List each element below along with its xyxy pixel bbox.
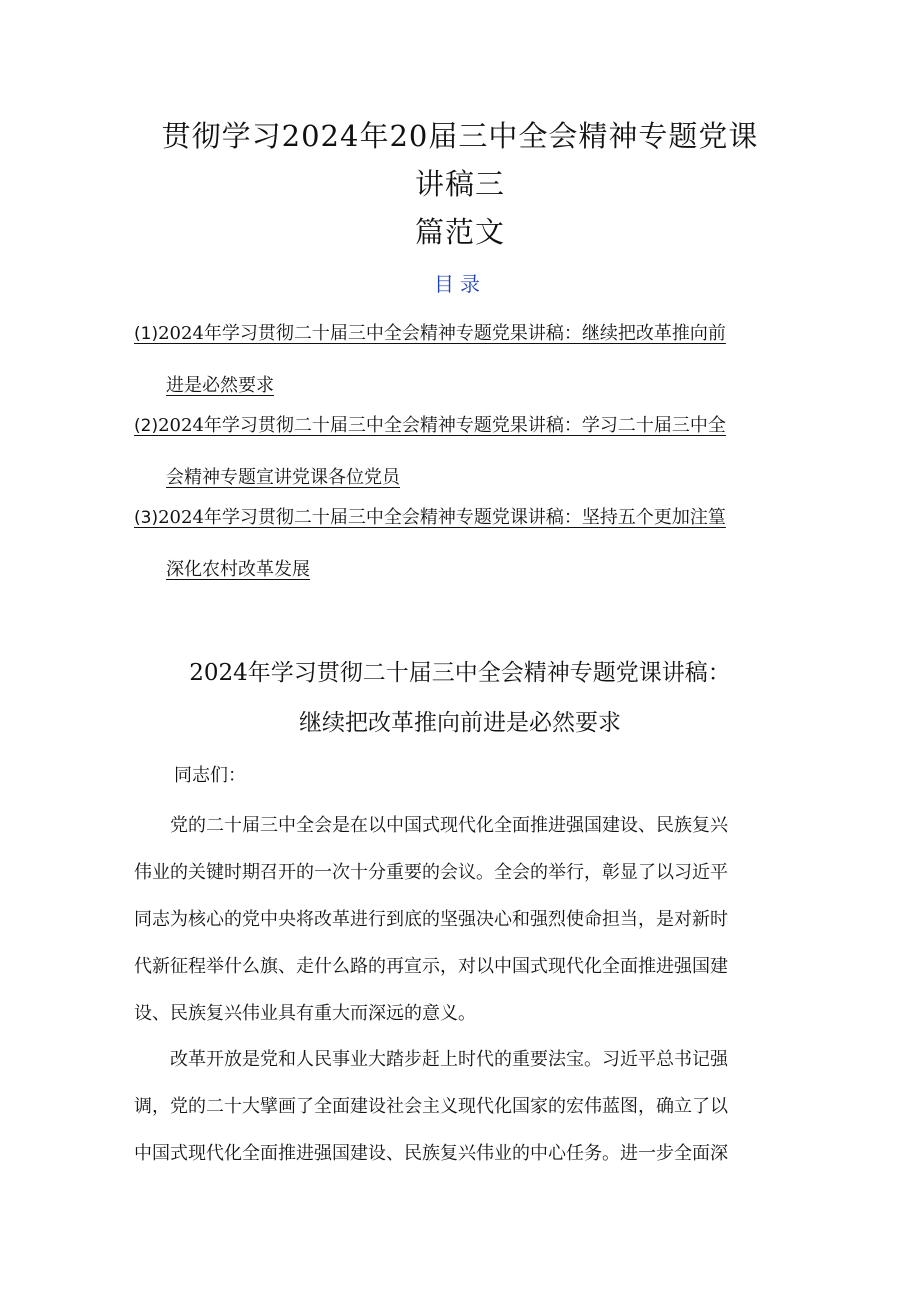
paragraph-line: 中国式现代化全面推进强国建设、民族复兴伟业的中心任务。进一步全面深	[134, 1143, 728, 1164]
toc-entry-3-continuation[interactable]: 深化农村改革发展	[166, 559, 310, 580]
toc-entry-3-number: (3)	[134, 508, 159, 528]
toc-entry-1-continuation[interactable]: 进是必然要求	[166, 375, 274, 396]
toc-entry-3-text: 2024年学习贯彻二十届三中全会精神专题党课讲稿：坚持五个更加注篁	[158, 507, 726, 528]
document-title-line-2: 篇范文	[414, 215, 505, 249]
paragraph-line: 调，党的二十大擘画了全面建设社会主义现代化国家的宏伟蓝图，确立了以	[134, 1096, 728, 1117]
toc-entry-3-link[interactable]	[134, 492, 794, 544]
paragraph-line: 改革开放是党和人民事业大踏步赶上时代的重要法宝。习近平总书记强	[134, 1049, 728, 1070]
toc-entry-2-number: (2)	[134, 416, 159, 436]
paragraph-line: 伟业的关键时期召开的一次十分重要的会议。全会的举行，彰显了以习近平	[134, 862, 728, 883]
toc-entry-1[interactable]	[134, 308, 794, 412]
section-title	[120, 648, 800, 748]
paragraph-line: 设、民族复兴伟业具有重大而深远的意义。	[134, 1003, 476, 1024]
paragraph-line: 代新征程举什么旗、走什么路的再宣示，对以中国式现代化全面推进强国建	[134, 956, 728, 977]
paragraph-2	[134, 1036, 790, 1177]
section-title-line-1: 2024年学习贯彻二十届三中全会精神专题党课讲稿：	[189, 660, 731, 686]
paragraph-line: 党的二十届三中全会是在以中国式现代化全面推进强国建设、民族复兴	[134, 815, 728, 836]
paragraph-line: 同志为核心的党中央将改革进行到底的坚强决心和强烈使命担当，是对新时	[134, 909, 728, 930]
toc-entry-2[interactable]	[134, 400, 794, 504]
toc-heading: 目录	[434, 272, 486, 296]
toc-entry-1-text: 2024年学习贯彻二十届三中全会精神专题党果讲稿：继续把改革推向前	[158, 323, 726, 344]
toc-entry-2-continuation[interactable]: 会精神专题宣讲党课各位党员	[166, 467, 400, 488]
document-title	[150, 112, 770, 256]
salutation: 同志们：	[174, 765, 246, 786]
toc-entry-3[interactable]	[134, 492, 794, 596]
toc-entry-2-text: 2024年学习贯彻二十届三中全会精神专题党果讲稿：学习二十届三中全	[158, 415, 726, 436]
toc-entry-2-link[interactable]	[134, 400, 794, 452]
paragraph-1	[134, 802, 790, 1037]
document-title-line-1: 贯彻学习2024年20届三中全会精神专题党课讲稿三	[161, 119, 759, 201]
toc-entry-1-number: (1)	[134, 324, 159, 344]
section-title-line-2: 继续把改革推向前进是必然要求	[299, 710, 621, 736]
toc-entry-1-link[interactable]	[134, 308, 794, 360]
